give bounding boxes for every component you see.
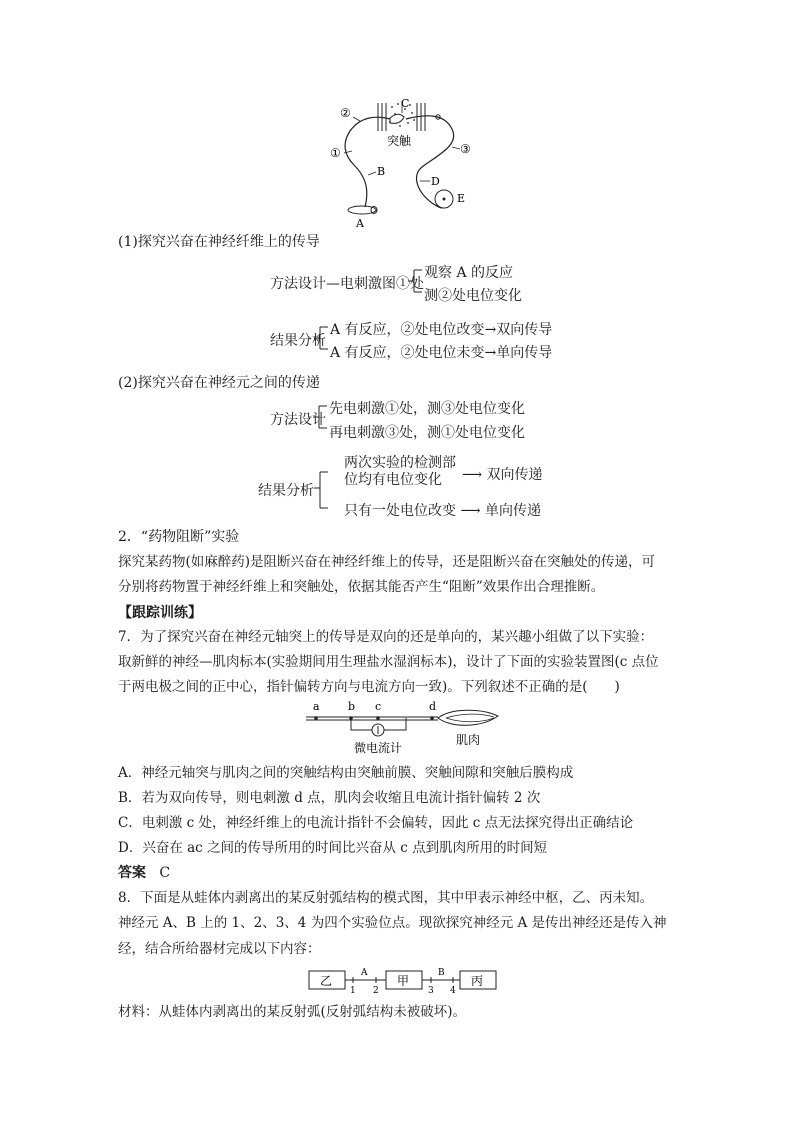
arrow-icon: →: [484, 322, 497, 338]
q7-option-a: A．神经元轴突与肌肉之间的突触结构由突触前膜、突触间隙和突触后膜构成: [118, 765, 574, 781]
section1-result-label: 结果分析: [270, 333, 326, 349]
q8-stem-line: 神经元 A、B 上的 1、2、3、4 为四个实验位点。现欲探究神经元 A 是传出神经还是传入神: [118, 915, 667, 931]
section2-result-2: [344, 500, 541, 520]
q7-stem-line: 于两电极之间的正中心，指针偏转方向与电流方向一致)。下列叙述不正确的是( ): [118, 679, 620, 695]
section2-method-label: 方法设计: [270, 412, 326, 428]
result-line: 位均有电位变化: [344, 472, 442, 488]
bracket: [314, 466, 330, 516]
section1-result-1: [330, 319, 552, 339]
label-circle-3: ③: [460, 142, 471, 156]
drug-body-line: 分别将药物置于神经纤维上和突触处，依据其能否产生“阻断”效果作出合理推断。: [118, 579, 605, 595]
q7-stem-line: 7．为了探究兴奋在神经元轴突上的传导是双向的还是单向的，某兴趣小组做了以下实验：: [118, 629, 654, 645]
q7-option-c: C．电刺激 c 处，神经纤维上的电流计指针不会偏转，因此 c 点无法探究得出正确结论: [118, 815, 634, 831]
result-outcome: 单向传递: [484, 503, 541, 519]
drug-body-line: 探究某药物(如麻醉药)是阻断兴奋在神经纤维上的传导，还是阻断兴奋在突触处的传递，可: [118, 554, 656, 570]
result-outcome: 单向传导: [496, 345, 553, 361]
neuron-b: B: [438, 968, 445, 978]
section1-method-label: 方法设计—电刺激图①处: [270, 276, 424, 292]
bracket: [408, 262, 424, 302]
point-3: 3: [428, 986, 434, 995]
q7-stem-line: 取新鲜的神经—肌肉标本(实验期间用生理盐水湿润标本)，设计了下面的实验装置图(c 点位: [118, 654, 659, 670]
section1-method-item-2: 测②处电位变化: [424, 288, 522, 304]
section1-result-2: [330, 342, 552, 362]
result-outcome: 双向传导: [496, 322, 553, 338]
section1-method-item-1: 观察 A 的反应: [424, 265, 514, 281]
answer-label: 答案: [118, 865, 146, 881]
muscle-label: 肌肉: [456, 733, 481, 747]
drug-title: 2．“药物阻断”实验: [118, 529, 240, 545]
point-2: 2: [373, 986, 379, 995]
arrow-icon: ⟶: [456, 503, 485, 519]
nerve-muscle-figure: [306, 700, 506, 756]
box-yi: 乙: [320, 974, 333, 988]
box-jia: 甲: [397, 974, 410, 988]
label-c: C: [401, 97, 410, 110]
result-line: 两次实验的检测部: [344, 455, 456, 471]
label-b: B: [377, 165, 386, 178]
q8-material: 材料：从蛙体内剥离出的某反射弧(反射弧结构未被破坏)。: [118, 1004, 467, 1020]
meter-label: 微电流计: [354, 741, 403, 755]
q7-option-b: B．若为双向传导，则电刺激 d 点，肌肉会收缩且电流计指针偏转 2 次: [118, 790, 541, 806]
point-4: 4: [450, 986, 456, 995]
point-a: a: [313, 700, 320, 713]
answer-value: C: [159, 865, 171, 881]
section2-method-item-1: 先电刺激①处，测③处电位变化: [329, 401, 525, 417]
point-b: b: [348, 700, 356, 713]
section2-method-item-2: 再电刺激③处，测①处电位变化: [329, 425, 525, 441]
label-circle-2: ②: [340, 106, 351, 120]
label-synapse: 突触: [387, 134, 412, 148]
bracket: [314, 319, 330, 359]
neuron-a: A: [361, 968, 368, 978]
section2-heading: (2)探究兴奋在神经元之间的传递: [118, 375, 320, 391]
section2-result-label: 结果分析: [258, 483, 314, 499]
result-text: A 有反应，②处电位未变: [330, 345, 485, 361]
result-text: A 有反应，②处电位改变: [330, 322, 485, 338]
label-d: D: [431, 175, 440, 188]
label-circle-1: ①: [330, 146, 341, 160]
q7-option-d: D．兴奋在 ac 之间的传导所用的时间比兴奋从 c 点到肌肉所用的时间短: [118, 840, 548, 856]
arrow-icon: ⟶: [462, 467, 487, 483]
bracket: [313, 398, 329, 438]
section2-result-1-outcome: [462, 464, 543, 484]
q8-stem-line: 8．下面是从蛙体内剥离出的某反射弧结构的模式图，其中甲表示神经中枢，乙、丙未知。: [118, 890, 654, 906]
reflex-arc-figure: [320, 95, 510, 230]
result-outcome: 双向传递: [486, 467, 543, 483]
section1-heading: (1)探究兴奋在神经纤维上的传导: [118, 234, 320, 250]
q7-answer: [118, 864, 170, 882]
q8-stem-line: 经，结合所给器材完成以下内容：: [118, 941, 321, 957]
training-header: 【跟踪训练】: [118, 605, 202, 621]
label-e: E: [457, 192, 466, 205]
point-d: d: [429, 700, 437, 713]
result-text: 只有一处电位改变: [344, 503, 456, 519]
point-c: c: [375, 700, 382, 713]
label-a: A: [356, 217, 364, 230]
arrow-icon: →: [484, 345, 497, 361]
reflex-arc-block-figure: [308, 963, 498, 995]
box-bing: 丙: [471, 974, 484, 988]
point-1: 1: [350, 986, 356, 995]
section2-result-1-text: [344, 455, 456, 489]
